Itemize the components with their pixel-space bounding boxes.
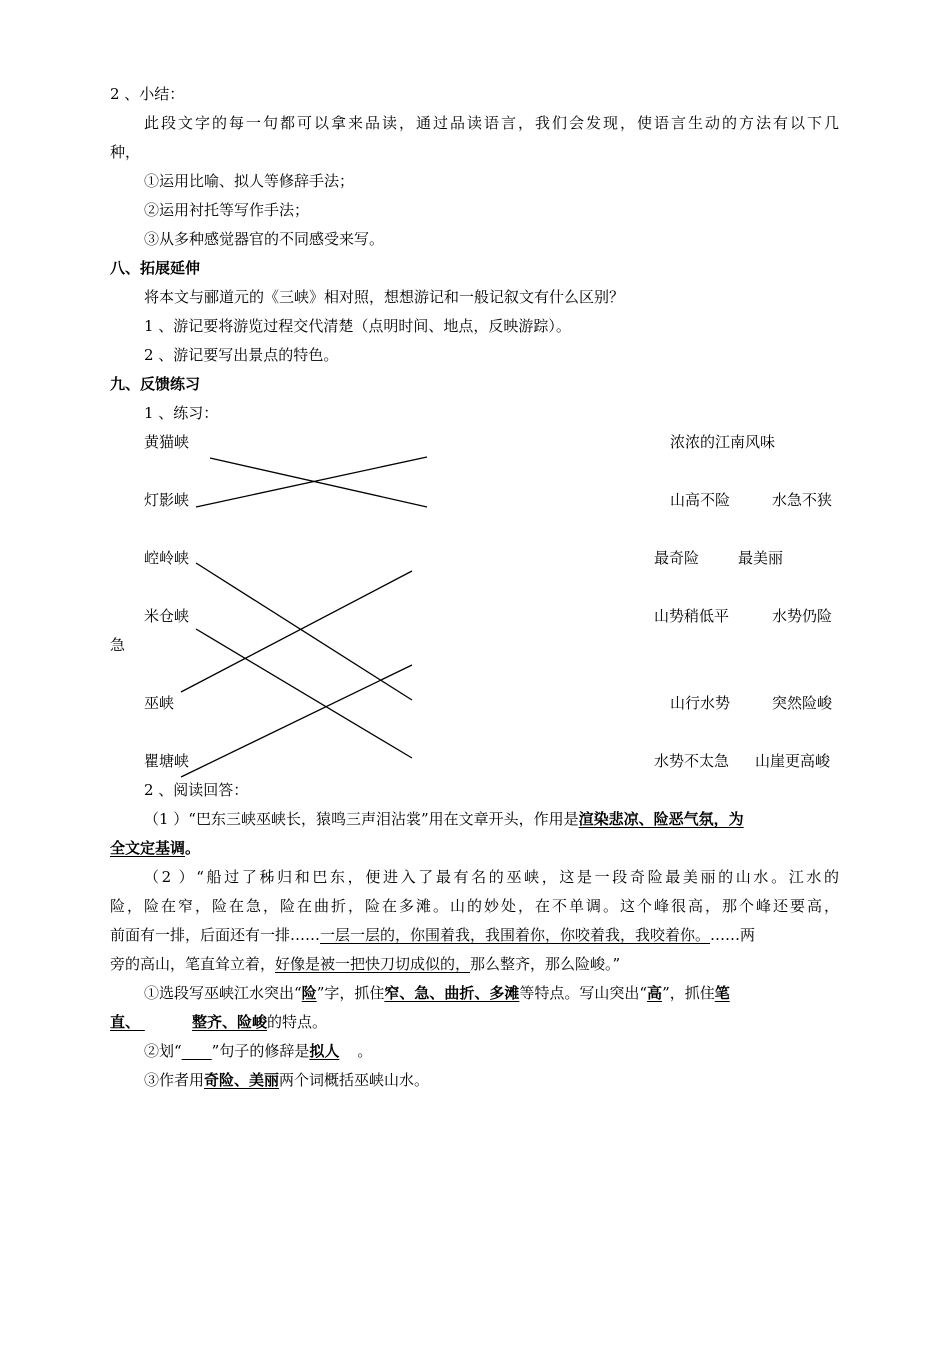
summary-item: ①运用比喻、拟人等修辞手法； [144, 172, 355, 190]
underlined-sentence: 一层一层的，你围着我，我围着你，你咬着我，我咬着你。 [320, 926, 711, 944]
question-1-end: 。 [185, 839, 201, 857]
section-heading-extension: 八、拓展延伸 [110, 259, 201, 277]
summary-item: ②运用衬托等写作手法； [144, 201, 310, 219]
question-2-line: 险，险在窄，险在急，险在曲折，险在多滩。山的妙处，在不单调。这个峰很高，那个峰还要高， [110, 897, 839, 915]
match-line [196, 629, 412, 758]
match-line [181, 665, 412, 777]
summary-item: ③从多种感觉器官的不同感受来写。 [144, 230, 385, 248]
underlined-sentence: 好像是被一把快刀切成似的， [275, 955, 471, 973]
gorge-feature-right: 水势不太急 [654, 752, 730, 770]
gorge-feature-right: 突然险峻 [772, 694, 833, 712]
question-1-cont [110, 838, 200, 858]
section8-point: 2 、游记要写出景点的特色。 [144, 346, 339, 364]
summary-paragraph: 此段文字的每一句都可以拿来品读，通过品读语言，我们会发现，使语言生动的方法有以下几 [144, 114, 839, 132]
gorge-feature-right: 最美丽 [738, 549, 784, 567]
gorge-name-left: 瞿塘峡 [144, 752, 190, 770]
gorge-feature-right: 水势仍险 [772, 607, 833, 625]
gorge-feature-right: 山高不险 [670, 491, 731, 509]
gorge-name-left: 黄猫峡 [144, 433, 190, 451]
question-2-line: （2 ）“船过了秭归和巴东，便进入了最有名的巫峡，这是一段奇险最美丽的山水。江水的 [144, 868, 839, 886]
gorge-feature-right: 水急不狭 [772, 491, 833, 509]
question-1-text: （1 ）“巴东三峡巫峡长，猿鸣三声泪沾裳”用在文章开头，作用是 [144, 810, 579, 828]
wrapped-char: 急 [110, 636, 126, 654]
gorge-feature-right: 最奇险 [654, 549, 700, 567]
summary-paragraph-end: 种， [110, 143, 141, 161]
question-1 [144, 809, 744, 829]
gorge-feature-right: 山崖更高峻 [755, 752, 831, 770]
exercise1-label: 1 、练习： [144, 404, 219, 422]
gorge-name-left: 米仓峡 [144, 607, 190, 625]
answer-2: ②划“____”句子的修辞是拟人 。 [144, 1042, 373, 1060]
gorge-feature-right: 山势稍低平 [654, 607, 730, 625]
answer-1: ①选段写巫峡江水突出“险”字，抓住窄、急、曲折、多滩等特点。写山突出“高”，抓住笔 [144, 984, 730, 1002]
gorge-name-left: 崆岭峡 [144, 549, 190, 567]
question-2-line: 旁的高山，笔直耸立着，好像是被一把快刀切成似的，那么整齐，那么险峻。” [110, 955, 621, 973]
answer-3: ③作者用奇险、美丽两个词概括巫峡山水。 [144, 1071, 430, 1089]
summary-heading: 2 、小结： [110, 85, 185, 103]
match-line [181, 571, 412, 692]
exercise2-label: 2 、阅读回答： [144, 781, 249, 799]
gorge-feature-right: 浓浓的江南风味 [670, 433, 776, 451]
section-heading-practice: 九、反馈练习 [110, 375, 201, 393]
question-1-answer-cont: 全文定基调 [110, 839, 186, 857]
question-2-line: 前面有一排，后面还有一排……一层一层的，你围着我，我围着你，你咬着我，我咬着你。……两 [110, 926, 756, 944]
match-line [196, 563, 412, 700]
answer-1-cont: 直、 整齐、险峻的特点。 [110, 1013, 328, 1031]
gorge-feature-right: 山行水势 [670, 694, 731, 712]
question-1-answer: 渲染悲凉、险恶气氛，为 [578, 810, 744, 828]
section8-point: 1 、游记要将游览过程交代清楚（点明时间、地点，反映游踪）。 [144, 317, 571, 335]
gorge-name-left: 灯影峡 [144, 491, 190, 509]
section8-intro: 将本文与郦道元的《三峡》相对照，想想游记和一般记叙文有什么区别？ [144, 288, 625, 306]
gorge-name-left: 巫峡 [144, 694, 175, 712]
match-line [210, 458, 427, 507]
